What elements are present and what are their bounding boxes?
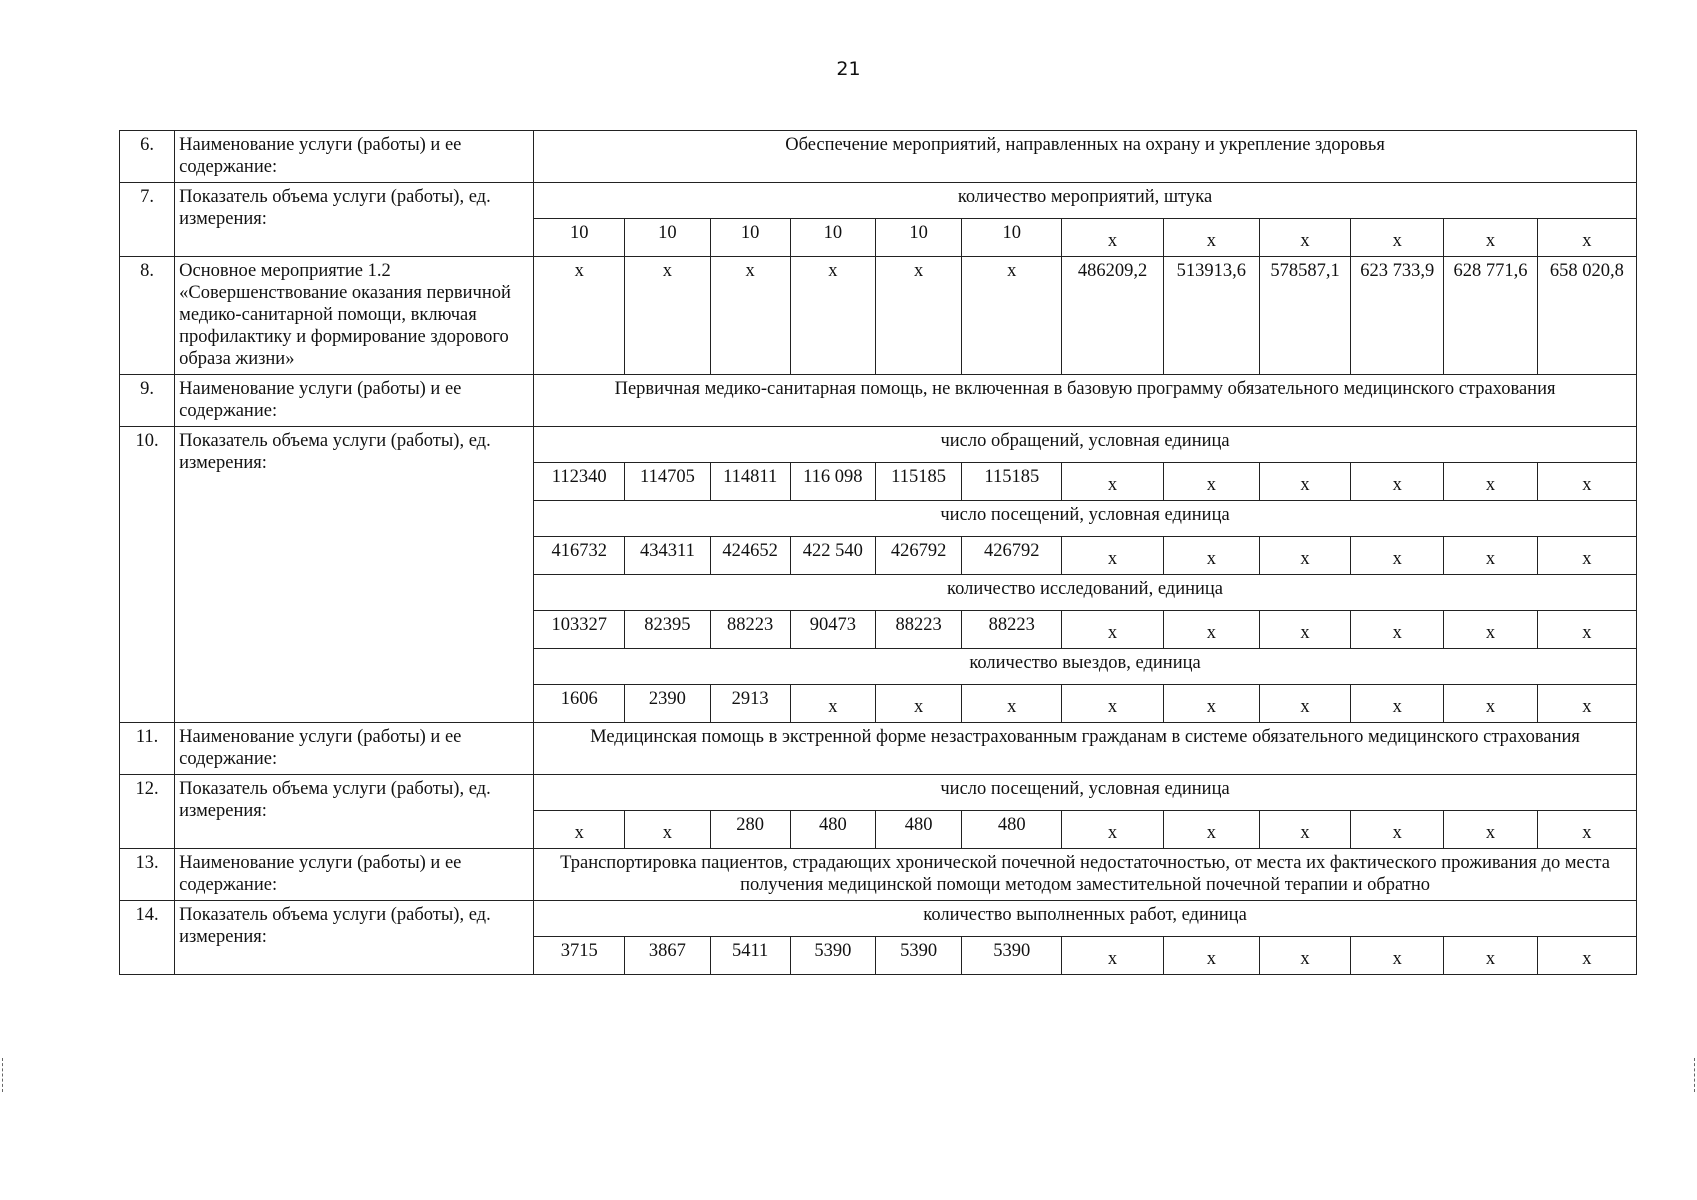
value-cell: х: [1259, 685, 1350, 723]
indicator-unit: число посещений, условная единица: [534, 775, 1637, 811]
row-label: Показатель объема услуги (работы), ед. измерения:: [175, 183, 534, 257]
value-cell: 5390: [875, 937, 961, 975]
value-cell: х: [1062, 537, 1163, 575]
value-cell: х: [1259, 463, 1350, 501]
value-cell: х: [1444, 219, 1537, 257]
row-number: 6.: [120, 131, 175, 183]
left-edge-mark: [2, 1058, 4, 1092]
value-cell: 2913: [710, 685, 790, 723]
value-cell: 424652: [710, 537, 790, 575]
value-cell: х: [1259, 811, 1350, 849]
value-cell: х: [1163, 219, 1259, 257]
value-cell: 480: [875, 811, 961, 849]
value-cell: 90473: [790, 611, 875, 649]
value-cell: 3867: [625, 937, 710, 975]
value-cell: х: [790, 685, 875, 723]
row-number: 9.: [120, 375, 175, 427]
value-cell: 280: [710, 811, 790, 849]
value-cell: х: [875, 685, 961, 723]
value-cell: х: [1537, 611, 1636, 649]
value-cell: 10: [534, 219, 625, 257]
value-cell: х: [1163, 611, 1259, 649]
value-cell: х: [1444, 537, 1537, 575]
value-cell: 480: [962, 811, 1062, 849]
indicator-unit-row: [120, 427, 1637, 463]
indicator-unit: количество выполненных работ, единица: [534, 901, 1637, 937]
value-cell: 578587,1: [1259, 257, 1350, 375]
value-cell: 116 098: [790, 463, 875, 501]
value-cell: х: [1444, 463, 1537, 501]
value-cell: х: [1351, 537, 1444, 575]
service-description: Обеспечение мероприятий, направленных на охрану и укрепление здоровья: [534, 131, 1637, 183]
service-description: Медицинская помощь в экстренной форме незастрахованным гражданам в системе обязательного медицинского страхования: [534, 723, 1637, 775]
value-cell: х: [1444, 811, 1537, 849]
value-cell: 422 540: [790, 537, 875, 575]
indicator-unit: количество выездов, единица: [534, 649, 1637, 685]
value-cell: 115185: [875, 463, 961, 501]
value-cell: х: [1537, 811, 1636, 849]
value-cell: х: [1062, 219, 1163, 257]
value-cell: 623 733,9: [1351, 257, 1444, 375]
indicator-unit: количество исследований, единица: [534, 575, 1637, 611]
row-label: Показатель объема услуги (работы), ед. измерения:: [175, 775, 534, 849]
value-cell: 82395: [625, 611, 710, 649]
value-cell: х: [1537, 463, 1636, 501]
value-cell: 426792: [962, 537, 1062, 575]
value-cell: 486209,2: [1062, 257, 1163, 375]
value-cell: х: [1163, 811, 1259, 849]
row-number: 8.: [120, 257, 175, 375]
value-cell: х: [1444, 937, 1537, 975]
value-cell: х: [1444, 611, 1537, 649]
value-cell: 513913,6: [1163, 257, 1259, 375]
value-cell: х: [1062, 685, 1163, 723]
value-cell: х: [875, 257, 961, 375]
value-cell: 628 771,6: [1444, 257, 1537, 375]
value-cell: 5390: [790, 937, 875, 975]
value-cell: 5390: [962, 937, 1062, 975]
value-cell: х: [1351, 685, 1444, 723]
value-cell: 1606: [534, 685, 625, 723]
value-cell: х: [1163, 463, 1259, 501]
row-number: 13.: [120, 849, 175, 901]
row-number: 14.: [120, 901, 175, 975]
service-name-row: [120, 723, 1637, 775]
value-cell: х: [1062, 937, 1163, 975]
indicator-unit-row: [120, 901, 1637, 937]
value-cell: 658 020,8: [1537, 257, 1636, 375]
row-label: Наименование услуги (работы) и ее содержание:: [175, 849, 534, 901]
value-cell: х: [1444, 685, 1537, 723]
value-cell: 103327: [534, 611, 625, 649]
service-description: Транспортировка пациентов, страдающих хронической почечной недостаточностью, от места их фактического проживания до места получения медицинской помощи методом заместительной почечной терапии и обратно: [534, 849, 1637, 901]
value-cell: 10: [710, 219, 790, 257]
value-cell: 434311: [625, 537, 710, 575]
value-cell: х: [1537, 937, 1636, 975]
value-cell: 88223: [875, 611, 961, 649]
row-label: Наименование услуги (работы) и ее содержание:: [175, 375, 534, 427]
row-label: Показатель объема услуги (работы), ед. измерения:: [175, 901, 534, 975]
service-description: Первичная медико-санитарная помощь, не включенная в базовую программу обязательного медицинского страхования: [534, 375, 1637, 427]
value-cell: х: [1537, 537, 1636, 575]
value-cell: 3715: [534, 937, 625, 975]
value-cell: х: [1259, 611, 1350, 649]
value-cell: х: [534, 257, 625, 375]
value-cell: х: [710, 257, 790, 375]
value-cell: 112340: [534, 463, 625, 501]
value-cell: 416732: [534, 537, 625, 575]
row-label: Основное мероприятие 1.2 «Совершенствование оказания первичной медико-санитарной помощи, включая профилактику и формирование здорового образа жизни»: [175, 257, 534, 375]
value-cell: х: [534, 811, 625, 849]
service-name-row: [120, 375, 1637, 427]
value-cell: х: [1351, 611, 1444, 649]
value-cell: 480: [790, 811, 875, 849]
indicator-unit-row: [120, 775, 1637, 811]
value-cell: 115185: [962, 463, 1062, 501]
value-cell: х: [1259, 219, 1350, 257]
indicator-unit: число посещений, условная единица: [534, 501, 1637, 537]
value-cell: 114811: [710, 463, 790, 501]
value-cell: 426792: [875, 537, 961, 575]
value-cell: х: [1163, 537, 1259, 575]
page-number: 21: [836, 58, 861, 80]
row-number: 12.: [120, 775, 175, 849]
funding-row: [120, 257, 1637, 375]
value-cell: х: [1163, 937, 1259, 975]
service-name-row: [120, 849, 1637, 901]
indicator-unit-row: [120, 183, 1637, 219]
value-cell: 10: [875, 219, 961, 257]
value-cell: х: [625, 811, 710, 849]
value-cell: х: [1062, 611, 1163, 649]
value-cell: х: [790, 257, 875, 375]
value-cell: х: [625, 257, 710, 375]
value-cell: х: [1062, 811, 1163, 849]
value-cell: х: [1351, 811, 1444, 849]
value-cell: 10: [625, 219, 710, 257]
value-cell: 88223: [710, 611, 790, 649]
right-edge-mark: [1694, 1058, 1696, 1092]
indicator-unit: количество мероприятий, штука: [534, 183, 1637, 219]
indicator-unit: число обращений, условная единица: [534, 427, 1637, 463]
row-number: 10.: [120, 427, 175, 723]
value-cell: 2390: [625, 685, 710, 723]
value-cell: 114705: [625, 463, 710, 501]
row-label: Наименование услуги (работы) и ее содержание:: [175, 131, 534, 183]
value-cell: х: [1259, 537, 1350, 575]
value-cell: 88223: [962, 611, 1062, 649]
row-number: 7.: [120, 183, 175, 257]
value-cell: х: [1351, 219, 1444, 257]
value-cell: х: [1537, 219, 1636, 257]
value-cell: х: [1259, 937, 1350, 975]
value-cell: х: [1351, 463, 1444, 501]
value-cell: х: [1537, 685, 1636, 723]
row-label: Наименование услуги (работы) и ее содержание:: [175, 723, 534, 775]
row-number: 11.: [120, 723, 175, 775]
value-cell: х: [1351, 937, 1444, 975]
service-name-row: [120, 131, 1637, 183]
value-cell: 5411: [710, 937, 790, 975]
value-cell: 10: [962, 219, 1062, 257]
value-cell: х: [962, 257, 1062, 375]
value-cell: х: [1163, 685, 1259, 723]
row-label: Показатель объема услуги (работы), ед. измерения:: [175, 427, 534, 723]
program-table: [119, 130, 1637, 975]
value-cell: 10: [790, 219, 875, 257]
value-cell: х: [962, 685, 1062, 723]
value-cell: х: [1062, 463, 1163, 501]
